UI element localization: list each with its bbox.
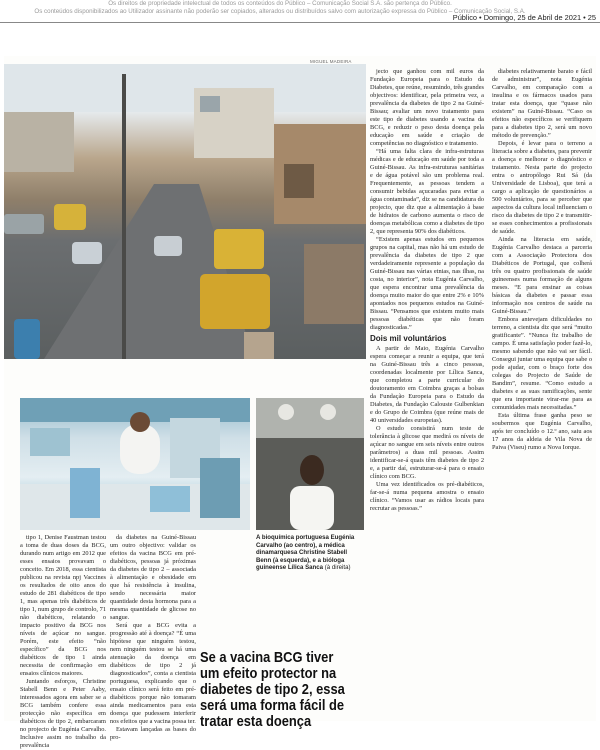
- article-column-2: [110, 534, 196, 741]
- paragraph: O estudo consistirá num teste de tolerância à glicose que medirá os níveis de açúcar no sangue em seis níveis entre outros parâmetros) a duas mil pessoas. Assim identificar-se-á quais têm diabetes de tipo 2 e, a partir daí, estruturar-se-á para o ensaio clínico com BCG.: [370, 425, 484, 480]
- paragraph: Ainda na literacia em saúde, Eugénia Carvalho destaca a parceria com a Associação Protectora dos Diabéticos de Portugal, que colherá três ou quatro profissionais de saúde guineenses numa formação de alguns meses. “E para ensinar as coisas básicas da diabetes e passar essa informação nos centros de saúde na Guiné-Bissau.”: [492, 236, 592, 315]
- header-rule: [0, 22, 600, 23]
- paragraph: Estavam lançadas as bases do pro-: [110, 726, 196, 741]
- laboratory-photo: [20, 398, 250, 530]
- paragraph: Embora antevejam dificuldades no terreno, a cientista diz que será “muito gratificante”. “Nunca fiz trabalho de campo. É uma satisfação poder fazê-lo, mesmo sabendo que não vai ser fácil. Consegui juntar uma equipa que sabe o pode ajudar, com o braço forte dos colegas do Projecto de Saúde de Bandim”, resume. “Como estudo a diabetes e as suas ramificações, sente que era importante virar-me para as comunidades mais necessitadas.”: [492, 316, 592, 411]
- paragraph: Será que a BCG evita a progressão até à doença? “É uma hipótese que ninguém testou, nem ninguém testou se há uma atenuação da doença em diabéticos de tipo 2 já diagnosticados”, conta a cientista portuguesa, explicando que o ensaio clínico será feito em pré-diabéticos porque não tomaram ainda medicamentos para esta doença que pudessem interferir nos efeitos que a vacina possa ter.: [110, 622, 196, 725]
- caption-bold: A bioquímica portuguesa Eugénia Carvalho (ao centro), a médica dinamarquesa Christine Stabell Benn (à esquerda), e a bióloga guineense Lílica Sanca: [256, 534, 355, 571]
- article-column-4: [370, 68, 484, 513]
- newspaper-page: [4, 56, 596, 749]
- pull-quote-headline: Se a vacina BCG tiver um efeito protector na diabetes de tipo 2, essa será uma forma fácil de tratar esta doença: [200, 649, 345, 730]
- paragraph: “Há uma falta clara de infra-estruturas médicas e de educação em saúde por toda a Guiné-Bissau. As infra-estruturas sanitárias e de água potável são um problema real. Frequentemente, as pessoas tendem a consumir bebidas açucaradas para evitar a água contaminada”, diz se na candidatura do projecto, que diz que a alimentação à base de hidratos de carbono aumenta o risco de doenças metabólicas como a diabetes de tipo 2, que representa 90% dos diabéticos.: [370, 148, 484, 235]
- researcher-portrait-photo: [256, 398, 364, 530]
- paragraph: da diabetes na Guiné-Bissau um outro objectivo: validar os efeitos da vacina BCG em pré-diabéticos, pessoas já próximas da diabetes de tipo 2 – associada à alimentação e obesidade em que há resistência à insulina, sendo necessária maior quantidade desta hormona para a mesma quantidade de glicose no sangue.: [110, 534, 196, 621]
- masthead-bar: [0, 0, 600, 22]
- running-head: Público • Domingo, 25 de Abril de 2021 • 25: [452, 13, 596, 22]
- paragraph: jecto que ganhou com mil euros da Fundação Europeia para o Estudo da Diabetes, que reúne, resumindo, três grandes objectivos: identificar, pela primeira vez, a prevalência da diabetes de tipo 2 na Guiné-Bissau; avaliar um novo tratamento para este tipo de diabetes usando a vacina da BCG, e reduzir o peso desta doença pela educação em saúde e criação de competências no diagnóstico e tratamento.: [370, 68, 484, 147]
- paragraph: tipo 1, Denise Faustman testou a toma de duas doses da BCG, durando num artigo em 2012 que esses ensaios provavam o conceito. Em 2018, essa cientista publicou na revista npj Vaccines os resultados de oito anos do estudo de 281 diabéticos de tipo 1, mas apenas três diabéticos de tipo 1, num grupo de controlo, 71 não diabéticos, relatando o impacto positivo da BCG nos níveis de açúcar no sangue. Porém, este efeito “não específico” da BCG nos diabéticos de tipo 1 ainda necessita de confirmação em ensaios clínicos maiores.: [20, 534, 106, 677]
- copyright-line-1: Os direitos de propriedade intelectual de todos os conteúdos do Público – Comunicação Social S.A. são pertença do Público.: [108, 0, 452, 7]
- photo-credit: MIGUEL MADEIRA: [310, 59, 352, 64]
- paragraph: A partir de Maio, Eugénia Carvalho espera começar a reunir a equipa, que terá na Guiné-Bissau três a cinco pessoas, coordenadas localmente por Lílica Sanca, que completou a parte curricular do doutoramento em Coimbra graças a bolsas da Fundação Europeia para o Estudo da Diabetes, da Fundação Calouste Gulbenkian e do Grupo de Coimbra (que reúne mais de 40 universidades europeias).: [370, 345, 484, 424]
- caption-rest: (à direita): [323, 564, 351, 571]
- street-scene-photo: [4, 64, 366, 359]
- paragraph: Esta última frase ganha peso se soubermos que Eugénia Carvalho, após ter concluído o 12.º ano, saiu aos 17 anos da aldeia de Vila Nova de Paiva (Viseu) rumo a Nova Iorque.: [492, 412, 592, 451]
- copyright-line-2: Os conteúdos disponibilizados ao Utilizador assinante não poderão ser copiados, alterados ou distribuídos salvo com autorização expressa do Público – Comunicação Social, S.A.: [34, 7, 526, 15]
- paragraph: diabetes relativamente barato e fácil de administrar”, nota Eugénia Carvalho, em comparação com a insulina e os fármacos usados para tratar esta doença, que “quase não existem” na Guiné-Bissau. “Caso os efeitos não específicos se verifiquem para a diabetes tipo 2, será um novo método de prevenção.”: [492, 68, 592, 139]
- paragraph: Depois, é levar para o terreno a literacia sobre a diabetes, para prevenir a doença e melhorar o diagnóstico e tratamento. Nesta parte do projecto entra o antropólogo Rui Sá (da Universidade de Lisboa), que terá a cargo a aplicação de questionários a 500 voluntários, para se perceber que aspectos da cultura local influenciam o risco da diabetes de tipo 2 e transmitir-se esses conhecimentos a profissionais de saúde.: [492, 140, 592, 235]
- subheading: Dois mil voluntários: [370, 334, 447, 343]
- article-column-5: [492, 68, 592, 452]
- paragraph: Juntando esforços, Christine Stabell Benn e Peter Aaby, interessados agora em saber se a BCG também confere essa protecção não específica em diabéticos de tipo 2, embarcaram no projecto de Eugénia Carvalho. Inclusive assim no trabalho da prevalência: [20, 678, 106, 749]
- laboratory-illustration: [20, 398, 250, 530]
- photo-caption: [256, 534, 364, 572]
- paragraph: “Existem apenas estudos em pequenos grupos na capital, mas não há um estudo de prevalência da diabetes de tipo 2 que verdadeiramente represente a população da Guiné-Bissau nas várias etnias, nas ilhas, na costa, no interior”, nota Eugénia Carvalho, que espera encontrar uma prevalência da doença muito maior do que entre 2% e 10% apontados nos pequenos estudos na Guiné-Bissau. “Pensamos que existem muito mais pessoas diabéticas que não foram diagnosticadas.”: [370, 236, 484, 331]
- paragraph: Uma vez identificados os pré-diabéticos, far-se-á numa pequena amostra o ensaio clínico. “Vamos usar as rádios locais para recrutar as pessoas.”: [370, 481, 484, 512]
- article-column-1: [20, 534, 106, 749]
- street-scene-illustration: [4, 64, 366, 359]
- researcher-illustration: [256, 398, 364, 530]
